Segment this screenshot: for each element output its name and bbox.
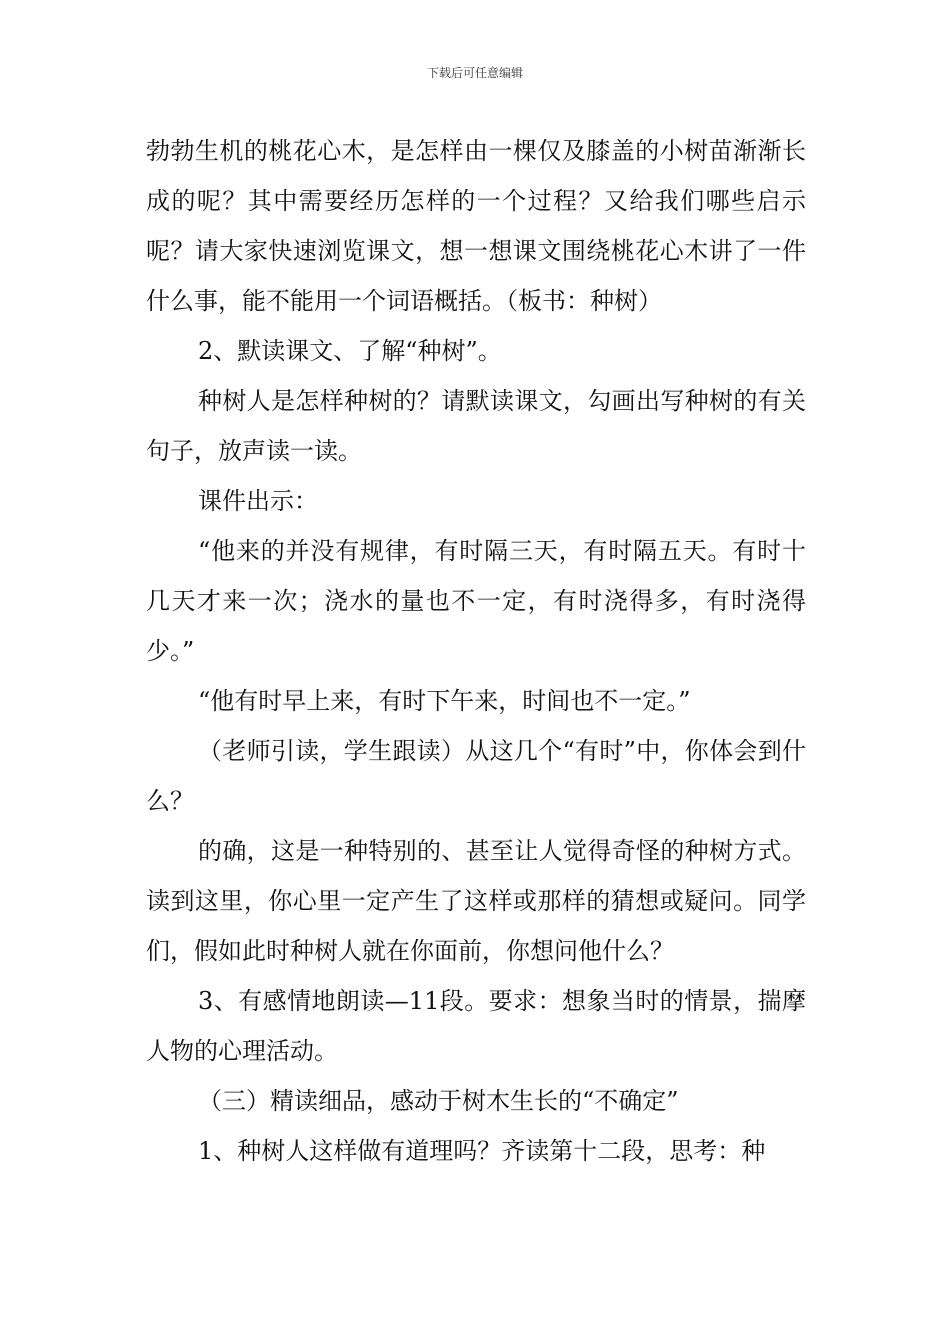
paragraph-discussion: 的确，这是一种特别的、甚至让人觉得奇怪的种树方式。读到这里，你心里一定产生了这样或那样的猜想或疑问。同学们，假如此时种树人就在你面前，你想问他什么？ — [146, 837, 806, 965]
paragraph-step-2-heading: 2、默读课文、了解“种树”。 — [198, 337, 502, 365]
paragraph-quote-1: “他来的并没有规律，有时隔三天，有时隔五天。有时十几天才来一次；浇水的量也不一定，有时浇得多，有时浇得少。” — [146, 537, 806, 665]
paragraph-guided-reading: （老师引读，学生跟读）从这几个“有时”中，你体会到什么？ — [146, 737, 806, 815]
paragraph-quote-2: “他有时早上来，有时下午来，时间也不一定。” — [198, 687, 691, 715]
paragraph-step-3: 3、有感情地朗读—11段。要求：想象当时的情景，揣摩人物的心理活动。 — [146, 987, 806, 1065]
paragraph-reading-task: 种树人是怎样种树的？请默读课文，勾画出写种树的有关句子，放声读一读。 — [146, 387, 806, 465]
paragraph-courseware-label: 课件出示： — [198, 487, 318, 515]
paragraph-step-1-question: 1、种树人这样做有道理吗？齐读第十二段，思考：种 — [198, 1137, 766, 1165]
paragraph-intro-question: 勃勃生机的桃花心木，是怎样由一棵仅及膝盖的小树苗渐渐长成的呢？其中需要经历怎样的一个过程？又给我们哪些启示呢？请大家快速浏览课文，想一想课文围绕桃花心木讲了一件什么事，能不能用一个词语概括。（板书：种树） — [146, 137, 806, 315]
document-body — [146, 126, 806, 1176]
page-header: 下载后可任意编辑 — [426, 66, 523, 80]
paragraph-section-3-heading: （三）精读细品，感动于树木生长的“不确定” — [198, 1087, 679, 1115]
